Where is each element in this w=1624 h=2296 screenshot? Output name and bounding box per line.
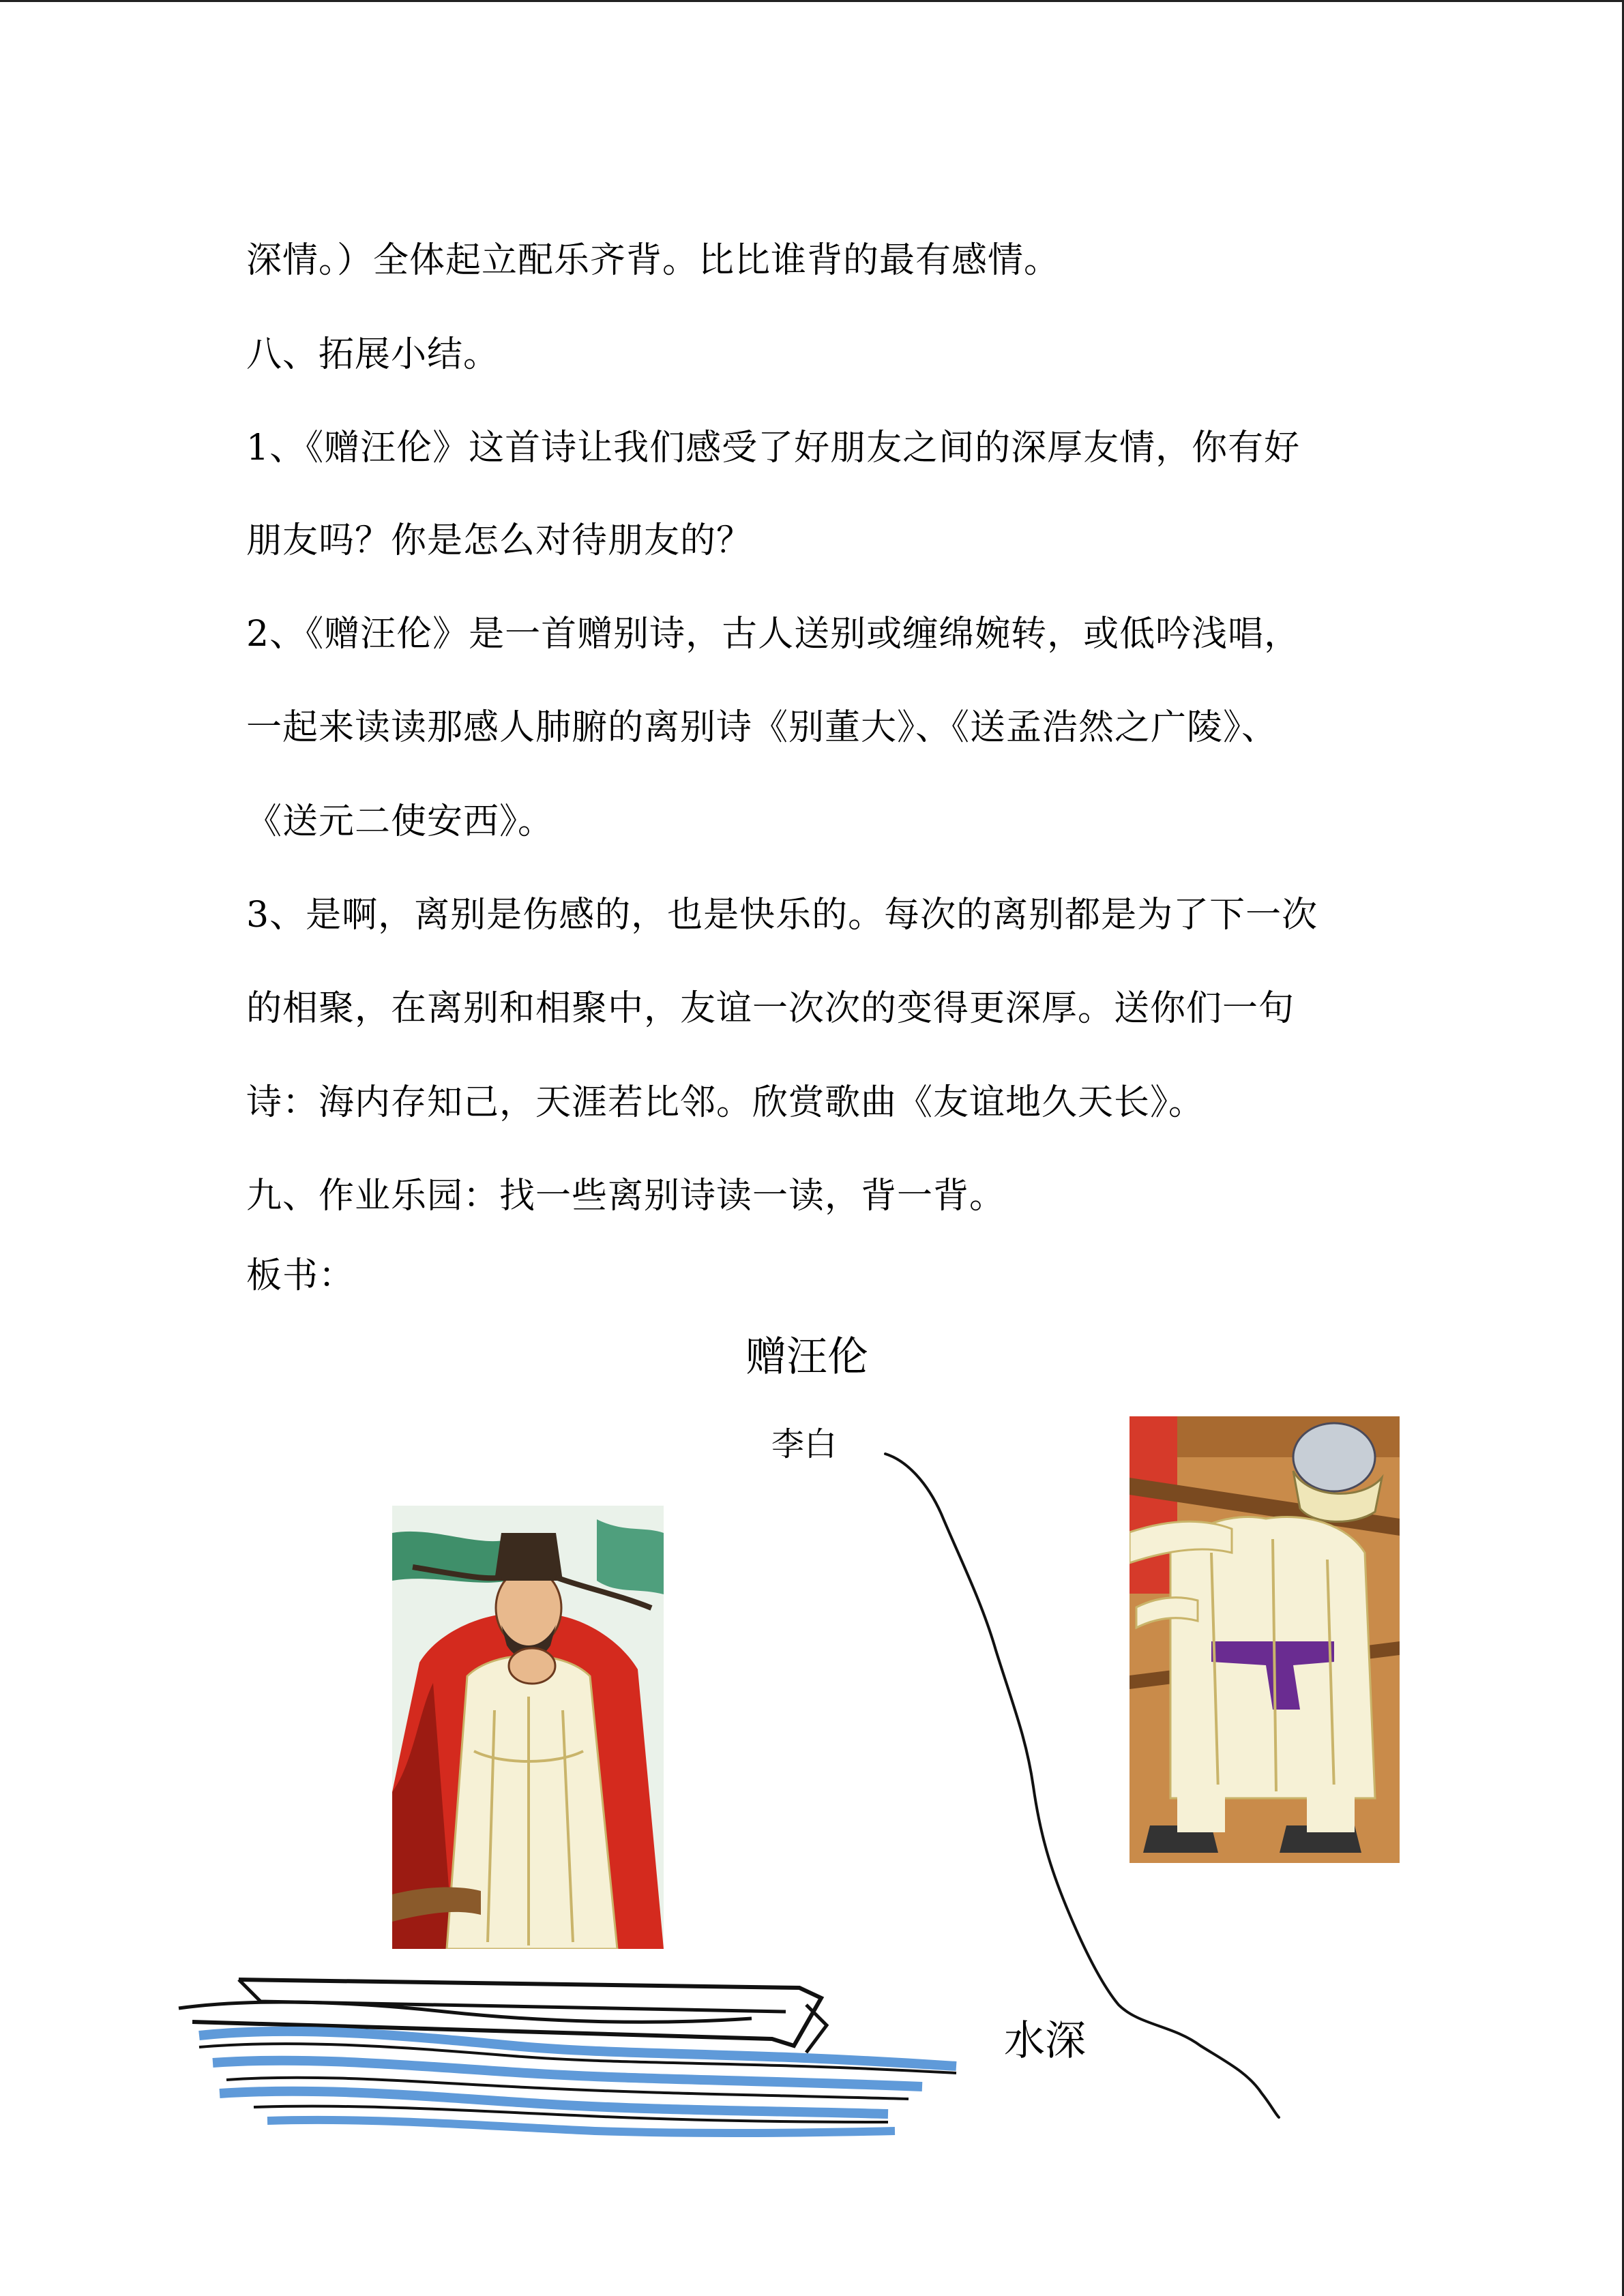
page-top-border	[0, 0, 1624, 2]
text-line-3: 1、《赠汪伦》这首诗让我们感受了好朋友之间的深厚友情，你有好	[246, 428, 1301, 468]
text-line-6: 一起来读读那感人肺腑的离别诗《别董大》、《送孟浩然之广陵》、	[246, 707, 1278, 748]
text-line-5: 2、《赠汪伦》是一首赠别诗，古人送别或缠绵婉转，或低吟浅唱，	[246, 614, 1301, 655]
text-line-9: 的相聚，在离别和相聚中，友谊一次次的变得更深厚。送你们一句	[246, 988, 1295, 1029]
text-line-4: 朋友吗？你是怎么对待朋友的？	[246, 520, 753, 561]
text-line-11: 九、作业乐园：找一些离别诗读一读，背一背。	[246, 1176, 1006, 1217]
text-line-8: 3、是啊，离别是伤感的，也是快乐的。每次的离别都是为了下一次	[246, 895, 1318, 936]
li-bai-illustration	[392, 1506, 664, 1949]
board-title: 赠汪伦	[745, 1333, 868, 1381]
wang-lun-illustration	[1130, 1416, 1400, 1863]
robed-man-figure-icon	[1130, 1416, 1400, 1863]
boat-illustration	[172, 1971, 963, 2141]
poet-figure-icon	[392, 1506, 664, 1949]
text-line-1: 深情。）全体起立配乐齐背。比比谁背的最有感情。	[246, 240, 1061, 281]
board-author: 李白	[771, 1425, 838, 1463]
text-line-2: 八、拓展小结。	[246, 334, 500, 375]
boat-on-water-icon	[172, 1971, 963, 2141]
text-line-10: 诗：海内存知己，天涯若比邻。欣赏歌曲《友谊地久天长》。	[246, 1082, 1205, 1123]
board-water-label: 水深	[1004, 2017, 1086, 2065]
text-line-12: 板书：	[246, 1255, 355, 1296]
text-line-7: 《送元二使安西》。	[246, 801, 555, 842]
